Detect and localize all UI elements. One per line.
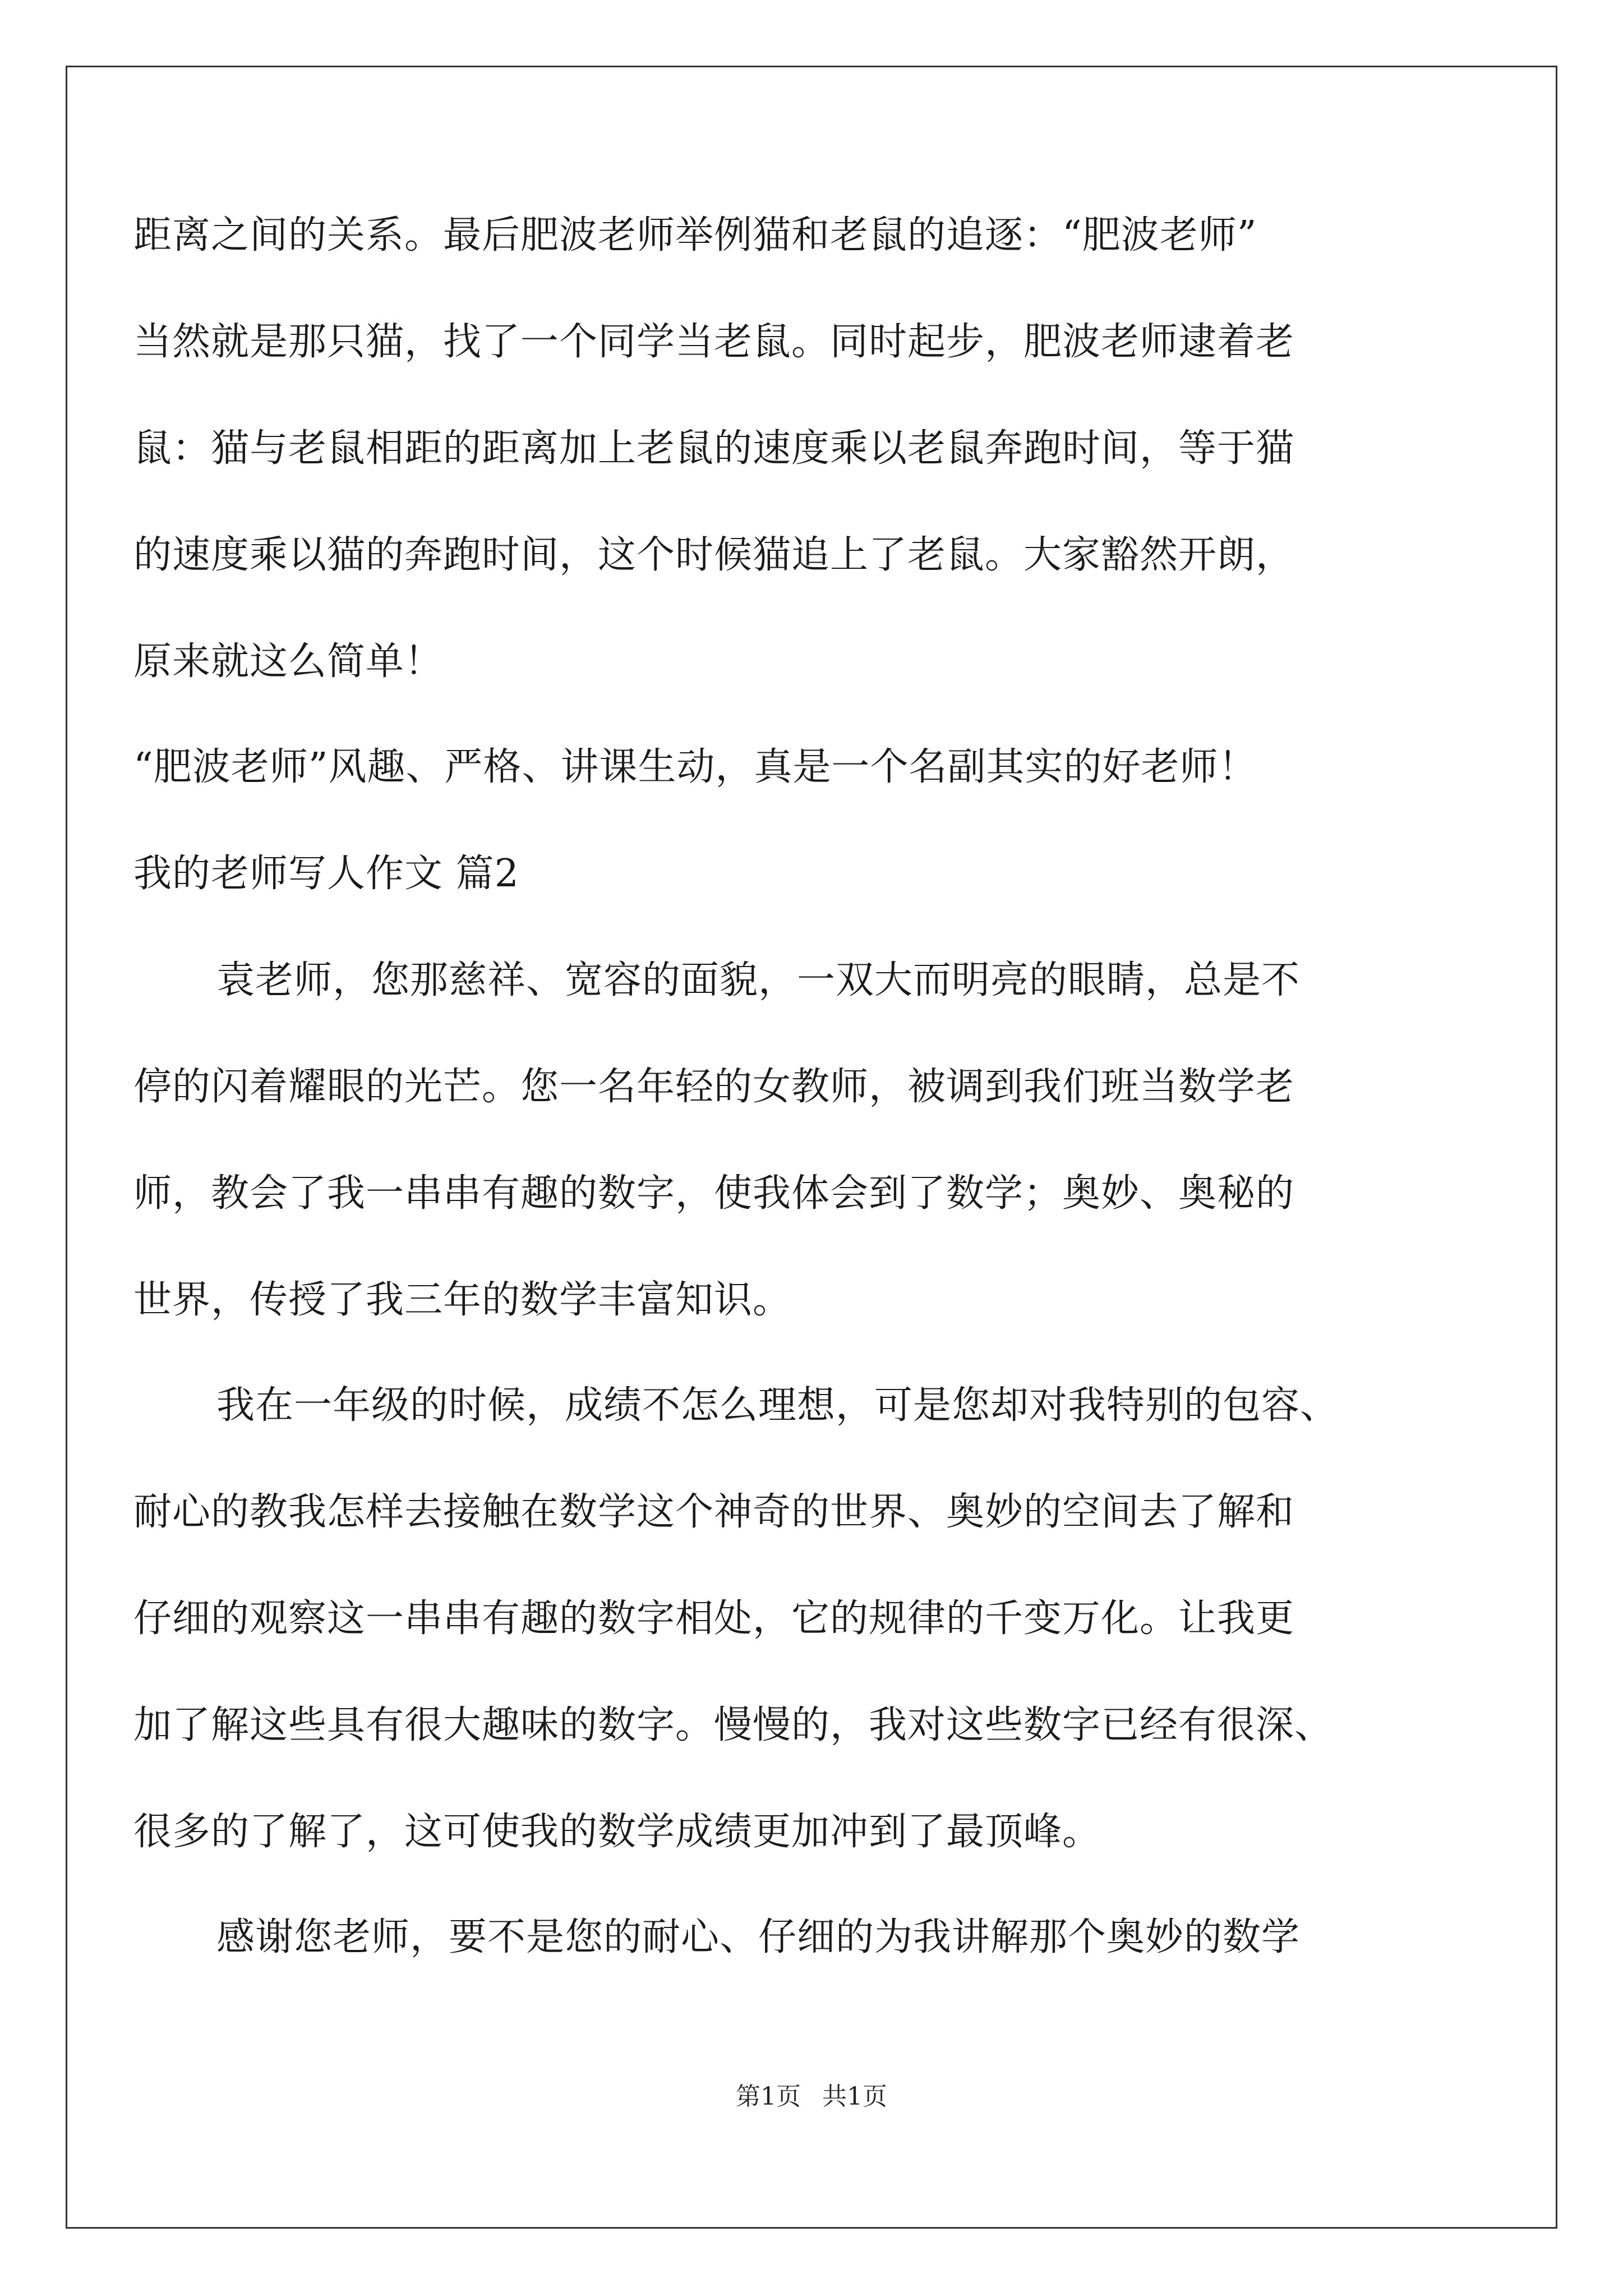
body-line: 耐心的教我怎样去接触在数学这个神奇的世界、奥妙的空间去了解和 [133,1490,1295,1534]
body-line: 的速度乘以猫的奔跑时间，这个时候猫追上了老鼠。大家豁然开朗， [133,533,1295,577]
body-line: “肥波老师”风趣、严格、讲课生动，真是一个名副其实的好老师！ [133,745,1257,789]
body-line: 仔细的观察这一串串有趣的数字相处，它的规律的千变万化。让我更 [133,1596,1295,1641]
page-number: 第1页 [736,2082,801,2111]
body-line: 师，教会了我一串串有趣的数字，使我体会到了数学；奥妙、奥秘的 [133,1171,1295,1216]
body-line: 加了解这些具有很大趣味的数字。慢慢的，我对这些数字已经有很深、 [133,1703,1334,1747]
body-line: 停的闪着耀眼的光芒。您一名年轻的女教师，被调到我们班当数学老 [133,1065,1295,1109]
body-line: 鼠：猫与老鼠相距的距离加上老鼠的速度乘以老鼠奔跑时间，等于猫 [133,426,1295,471]
body-line: 当然就是那只猫，找了一个同学当老鼠。同时起步，肥波老师逮着老 [133,320,1295,364]
body-line: 很多的了解了，这可使我的数学成绩更加冲到了最顶峰。 [133,1810,1101,1854]
page-footer [0,2080,1623,2114]
page-border [66,66,1557,2229]
body-line: 世界，传授了我三年的数学丰富知识。 [133,1278,792,1322]
body-line: 感谢您老师，要不是您的耐心、仔细的为我讲解那个奥妙的数学 [216,1915,1301,1959]
section-heading: 我的老师写人作文 篇2 [133,852,519,896]
body-line: 原来就这么简单！ [133,639,444,684]
body-line: 袁老师，您那慈祥、宽容的面貌，一双大而明亮的眼睛，总是不 [216,958,1301,1002]
page-total: 共1页 [822,2082,887,2111]
body-line: 我在一年级的时候，成绩不怎么理想，可是您却对我特别的包容、 [216,1383,1339,1428]
body-line: 距离之间的关系。最后肥波老师举例猫和老鼠的追逐：“肥波老师” [133,213,1257,257]
